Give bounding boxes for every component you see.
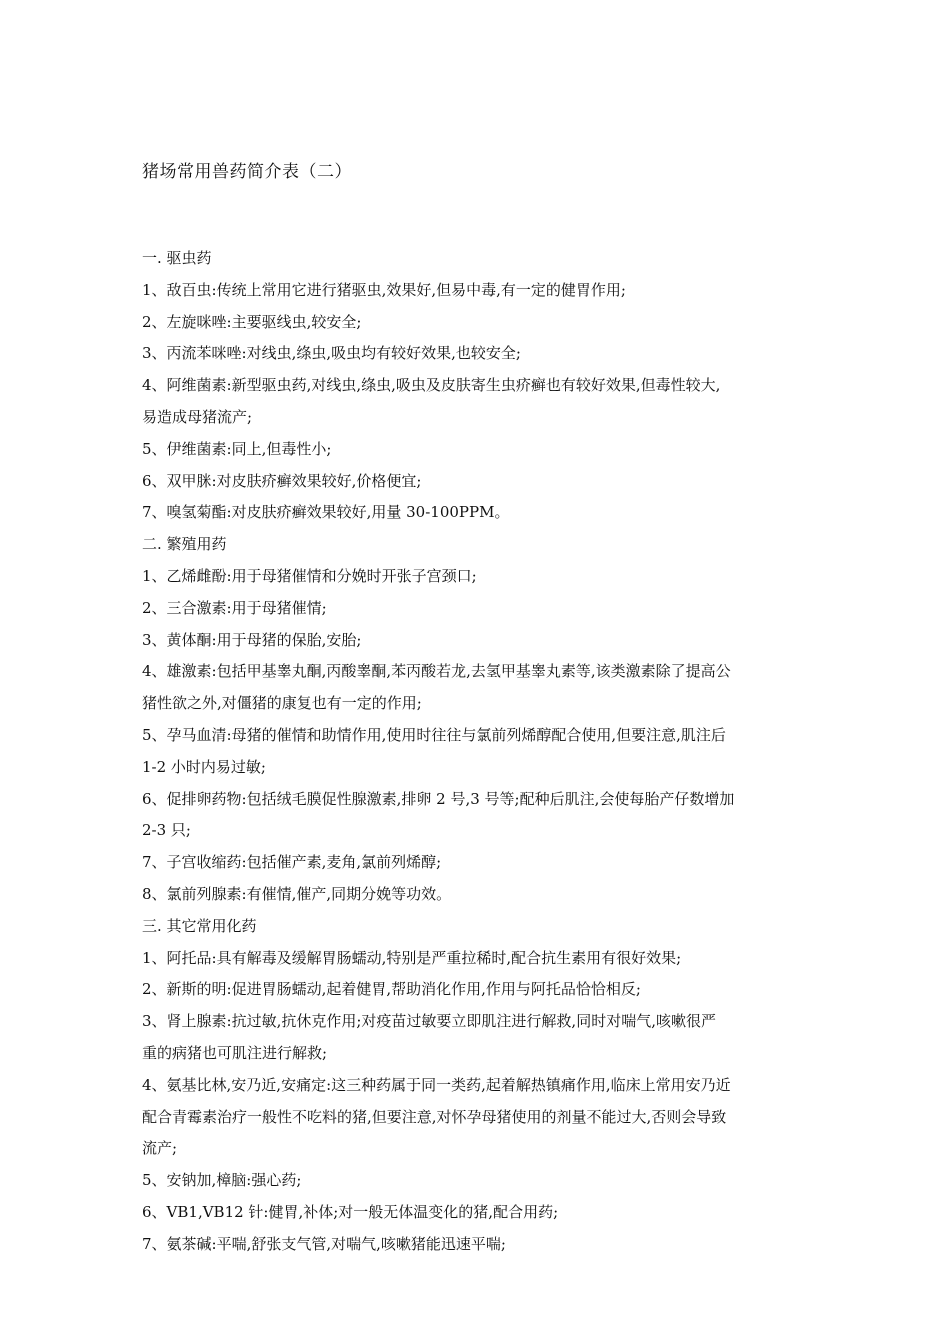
- text-line: 三. 其它常用化药: [142, 916, 257, 935]
- text-line: 3、丙流苯咪唑:对线虫,绦虫,吸虫均有较好效果,也较安全;: [142, 344, 521, 363]
- text-line: 6、VB1,VB12 针:健胃,补体;对一般无体温变化的猪,配合用药;: [142, 1202, 559, 1221]
- text-line: 6、双甲脒:对皮肤疥癣效果较好,价格便宜;: [142, 471, 422, 490]
- text-line: 7、氨茶碱:平喘,舒张支气管,对喘气,咳嗽猪能迅速平喘;: [142, 1234, 506, 1253]
- text-line: 1、乙烯雌酚:用于母猪催情和分娩时开张子宫颈口;: [142, 566, 477, 585]
- text-line: 5、伊维菌素:同上,但毒性小;: [142, 439, 332, 458]
- text-line: 7、子宫收缩药:包括催产素,麦角,氯前列烯醇;: [142, 853, 442, 872]
- text-line: 配合青霉素治疗一般性不吃料的猪,但要注意,对怀孕母猪使用的剂量不能过大,否则会导致: [142, 1107, 727, 1126]
- text-line: 2、新斯的明:促进胃肠蠕动,起着健胃,帮助消化作用,作用与阿托品恰恰相反;: [142, 980, 641, 999]
- text-line: 4、氨基比林,安乃近,安痛定:这三种药属于同一类药,起着解热镇痛作用,临床上常用安乃近: [142, 1075, 731, 1094]
- text-line: 2、三合激素:用于母猪催情;: [142, 598, 327, 617]
- document-body: [142, 243, 818, 1261]
- text-line: 4、阿维菌素:新型驱虫药,对线虫,绦虫,吸虫及皮肤寄生虫疥癣也有较好效果,但毒性较大,: [142, 376, 721, 395]
- text-line: 二. 繁殖用药: [142, 535, 227, 554]
- text-line: 3、肾上腺素:抗过敏,抗休克作用;对疫苗过敏要立即肌注进行解救,同时对喘气,咳嗽很严: [142, 1012, 716, 1031]
- text-line: 6、促排卵药物:包括绒毛膜促性腺激素,排卵 2 号,3 号等;配种后肌注,会使每胎产仔数增加: [142, 789, 735, 808]
- text-line: 1、敌百虫:传统上常用它进行猪驱虫,效果好,但易中毒,有一定的健胃作用;: [142, 280, 626, 299]
- text-line: 猪性欲之外,对僵猪的康复也有一定的作用;: [142, 694, 422, 713]
- text-line: 5、安钠加,樟脑:强心药;: [142, 1171, 302, 1190]
- text-line: 流产;: [142, 1139, 178, 1158]
- text-line: 7、嗅氢菊酯:对皮肤疥癣效果较好,用量 30-100PPM。: [142, 503, 510, 522]
- text-line: 4、雄激素:包括甲基睾丸酮,丙酸睾酮,苯丙酸若龙,去氢甲基睾丸素等,该类激素除了提高公: [142, 662, 731, 681]
- text-line: 易造成母猪流产;: [142, 407, 253, 426]
- document-title: 猪场常用兽药简介表（二）: [142, 162, 352, 182]
- text-line: 2-3 只;: [142, 821, 191, 840]
- text-line: 8、氯前列腺素:有催情,催产,同期分娩等功效。: [142, 884, 452, 903]
- text-line: 一. 驱虫药: [142, 249, 212, 267]
- text-line: 1、阿托品:具有解毒及缓解胃肠蠕动,特别是严重拉稀时,配合抗生素用有很好效果;: [142, 948, 682, 967]
- text-line: 3、黄体酮:用于母猪的保胎,安胎;: [142, 630, 362, 649]
- text-line: 2、左旋咪唑:主要驱线虫,较安全;: [142, 312, 362, 331]
- text-line: 1-2 小时内易过敏;: [142, 757, 266, 776]
- text-line: 重的病猪也可肌注进行解救;: [142, 1043, 328, 1062]
- text-line: 5、孕马血清:母猪的催情和助情作用,使用时往往与氯前列烯醇配合使用,但要注意,肌注后: [142, 725, 726, 744]
